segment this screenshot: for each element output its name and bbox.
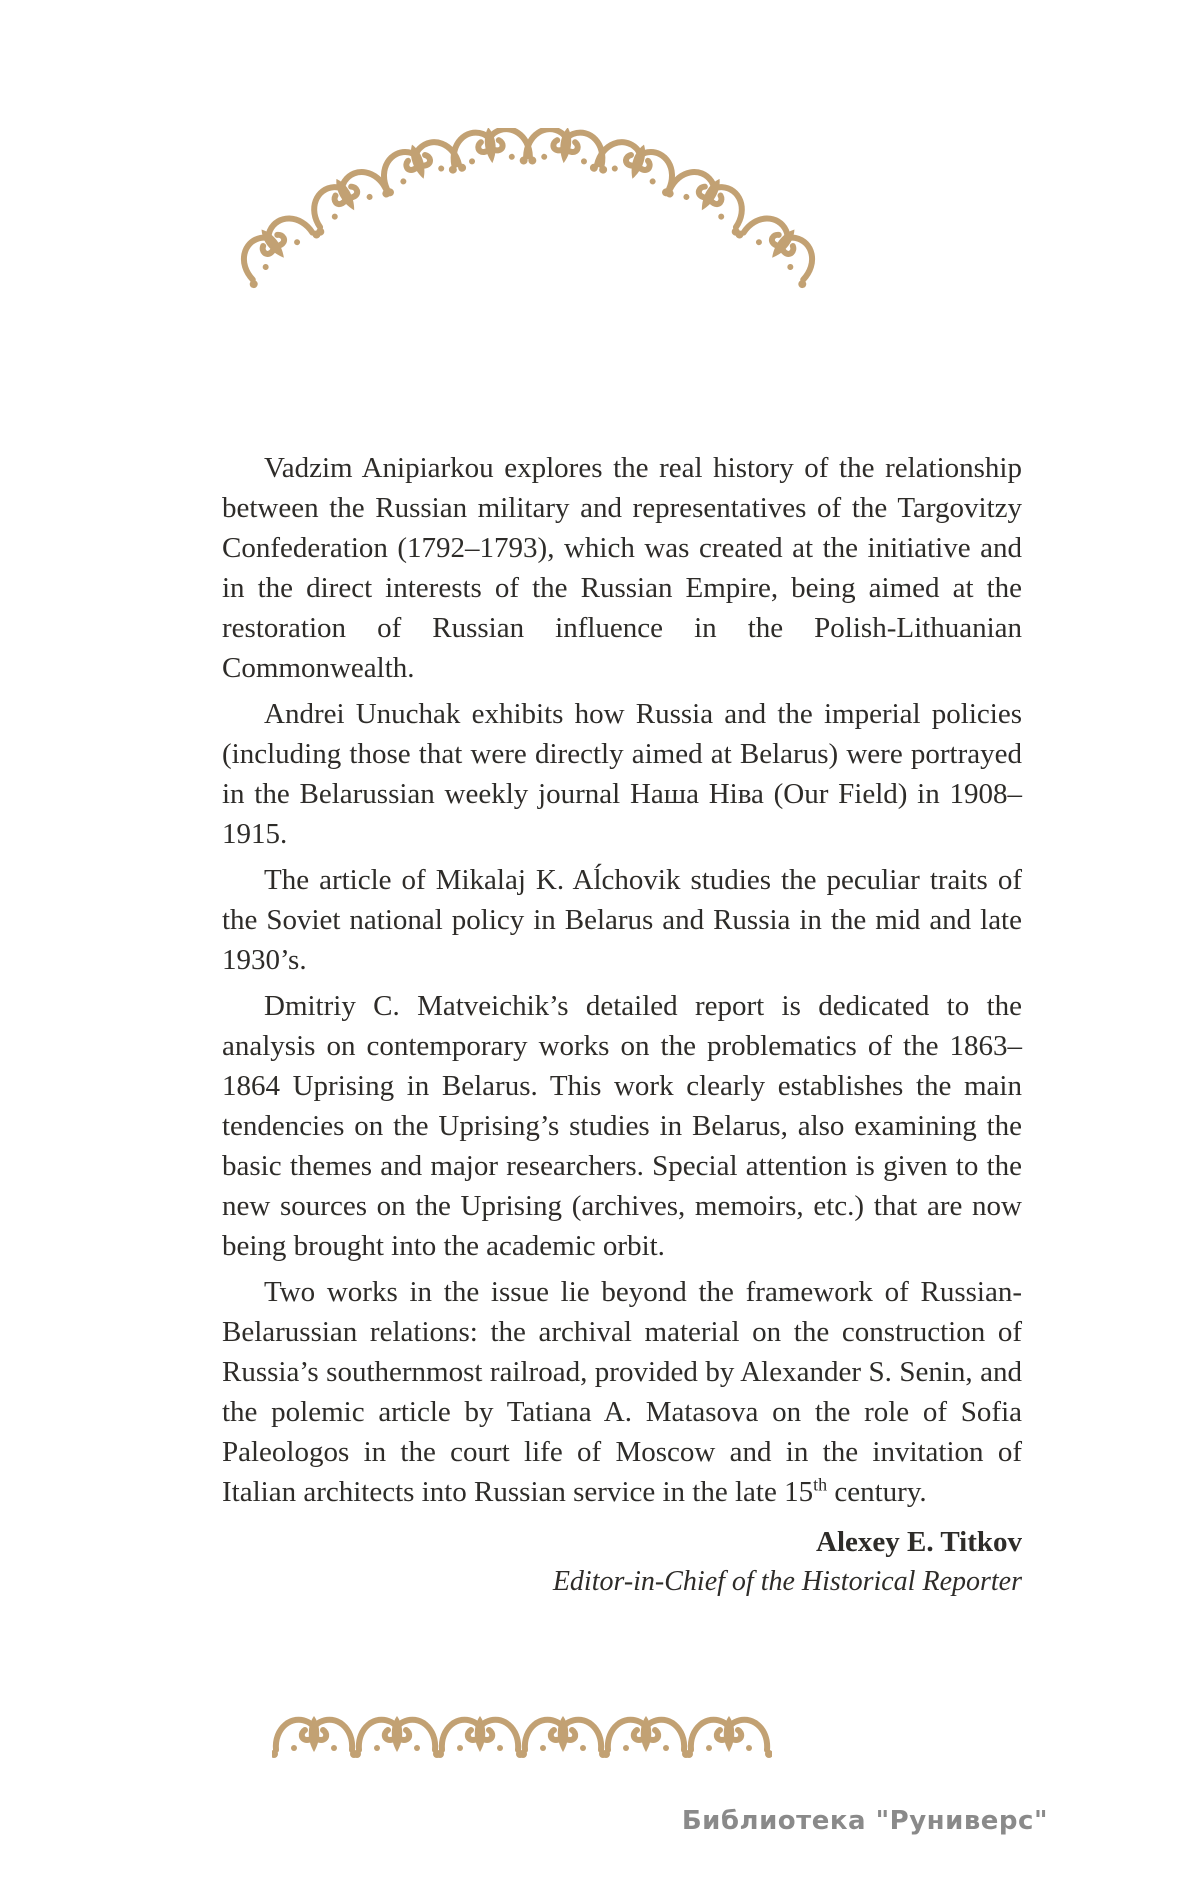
top-arc-floral-ornament: [228, 128, 828, 298]
last-paragraph-text: Two works in the issue lie beyond the framework of Russian-Belarussian relations: the archival material on the construction of Russia’s southernmost railroad, provided by Alexander S. Senin, and the polemic article by Tatiana A. Matasova on the role of Sofia Paleologos in the court life of Moscow and in the invitation of Italian architects into Russian service in the late 15: [222, 1276, 1022, 1508]
bottom-floral-band-ornament: [272, 1706, 772, 1762]
paragraph-matveichik: Dmitriy C. Matveichik’s detailed report is dedicated to the analysis on contemporary works on the problematics of the 1863–1864 Uprising in Belarus. This work clearly establishes the main tendencies on the Uprising’s studies in Belarus, also examining the basic themes and major researchers. Special attention is given to the new sources on the Uprising (archives, memoirs, etc.) that are now being brought into the academic orbit.: [222, 990, 1022, 1262]
ordinal-superscript: th: [813, 1474, 828, 1495]
text-block: [222, 448, 1022, 1602]
runivers-library-watermark: Библиотека "Руниверс": [681, 1806, 1048, 1836]
last-paragraph-tail: century.: [827, 1476, 927, 1508]
paragraph-two-works: [222, 1272, 1022, 1512]
paragraph-unuchak: Andrei Unuchak exhibits how Russia and the imperial policies (including those that were directly aimed at Belarus) were portrayed in the Belarussian weekly journal Наша Ніва (Our Field) in 1908–1915.: [222, 698, 1022, 850]
paragraph-alchovik: The article of Mikalaj K. Aĺchovik studies the peculiar traits of the Soviet national policy in Belarus and Russia in the mid and late 1930’s.: [222, 864, 1022, 976]
signature-role: Editor-in-Chief of the Historical Reporter: [552, 1566, 1022, 1597]
paragraph-anipiarkou: Vadzim Anipiarkou explores the real history of the relationship between the Russian military and representatives of the Targovitzy Confederation (1792–1793), which was created at the initiative and in the direct interests of the Russian Empire, being aimed at the restoration of Russian influence in the Polish-Lithuanian Commonwealth.: [222, 452, 1022, 684]
signature-name: Alexey E. Titkov: [816, 1526, 1022, 1558]
